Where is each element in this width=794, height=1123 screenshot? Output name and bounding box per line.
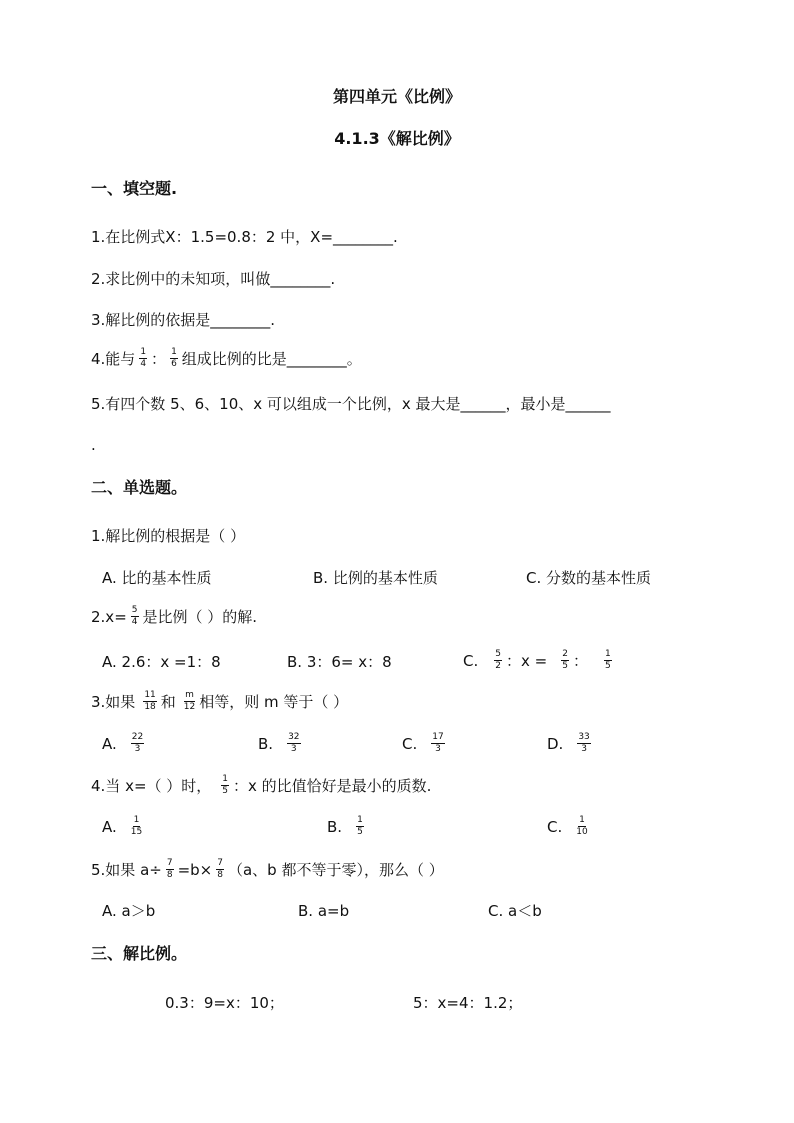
fill-question-1: 1.在比例式X：1.5=0.8：2 中，X=________. [91,228,398,246]
fill-question-5-end: . [91,436,96,454]
section-1-heading: 一、填空题. [91,179,178,198]
fraction: $\frac{32}{3}$ [288,732,300,754]
fraction: $\frac{1}{15}$ [130,815,143,837]
choice-question-2 [91,607,257,628]
ratio-colon: ： [151,350,167,368]
option-c[interactable]: C. 分数的基本性质 [526,569,652,587]
fill-question-5: 5.有四个数 5、6、10、x 可以组成一个比例，x 最大是______，最小是______ [91,395,611,413]
fraction: $\frac{m}{12}$ [183,690,196,712]
fraction: $\frac{1}{10}$ [576,815,588,837]
option-b[interactable]: B. 3：6= x：8 [287,653,392,671]
fraction: $\frac{17}{3}$ [432,732,444,754]
fraction: $\frac{22}{3}$ [131,732,144,754]
option-label: B. [258,735,274,753]
option-label: A. [102,818,117,836]
option-b[interactable]: B. 比例的基本性质 [313,569,438,587]
section-3-heading: 三、解比例。 [91,944,188,963]
choice-question-5 [91,860,444,881]
question-text: 4.当 x=（ ）时， [91,777,212,795]
choice-question-1: 1.解比例的根据是（ ） [91,527,246,545]
option-a[interactable] [102,734,148,755]
fill-question-3: 3.解比例的依据是________. [91,311,276,329]
option-label: C. [402,735,418,753]
question-text: =b× [177,861,213,879]
option-label: B. [327,818,343,836]
option-a[interactable]: A. a＞b [102,902,156,920]
proportion-equation-2: 5：x=4：1.2； [413,994,523,1012]
option-c[interactable]: C. a＜b [488,902,542,920]
question-text: ：x 的比值恰好是最小的质数. [233,777,432,795]
option-text: ：x = [505,652,548,670]
option-a[interactable]: A. 比的基本性质 [102,569,212,587]
fraction: $\frac{1}{6}$ [171,347,177,369]
proportion-equation-1: 0.3：9=x：10； [165,994,284,1012]
question-text: 相等，则 m 等于（ ） [199,693,349,711]
page-subtitle: 4.1.3《解比例》 [334,129,460,148]
fraction: $\frac{5}{4}$ [131,605,138,627]
option-c[interactable] [402,734,449,755]
option-b[interactable] [327,817,368,838]
page-title: 第四单元《比例》 [332,87,461,106]
fraction: $\frac{5}{2}$ [495,649,501,671]
fraction: $\frac{1}{5}$ [222,774,229,796]
option-b[interactable] [258,734,305,755]
ratio-colon: ： [572,652,588,670]
choice-question-3 [91,692,348,713]
option-label: D. [547,735,564,753]
question-text: 4.能与 [91,350,136,368]
option-c[interactable] [463,651,616,672]
option-d[interactable] [547,734,595,755]
fraction: $\frac{1}{5}$ [604,649,611,671]
question-text: 是比例（ ）的解. [142,608,258,626]
option-b[interactable]: B. a=b [298,902,350,920]
option-label: C. [463,652,479,670]
choice-question-4 [91,776,431,797]
option-a[interactable] [102,817,146,838]
option-a[interactable]: A. 2.6：x =1：8 [102,653,221,671]
fill-question-4 [91,349,362,370]
question-text: 和 [160,693,176,711]
section-2-heading: 二、单选题。 [91,478,188,497]
fraction: $\frac{7}{8}$ [217,858,223,880]
fraction: $\frac{2}{5}$ [562,649,568,671]
option-label: C. [547,818,563,836]
question-text: 组成比例的比是________。 [181,350,362,368]
question-text: 3.如果 [91,693,136,711]
question-text: 5.如果 a÷ [91,861,162,879]
question-text: 2.x= [91,608,127,626]
fraction: $\frac{1}{4}$ [140,347,147,369]
fraction: $\frac{1}{5}$ [357,815,363,837]
fraction: $\frac{11}{18}$ [144,690,156,712]
option-c[interactable] [547,817,592,838]
fraction: $\frac{7}{8}$ [166,858,173,880]
fill-question-2: 2.求比例中的未知项，叫做________. [91,270,336,288]
fraction: $\frac{33}{3}$ [578,732,590,754]
option-label: A. [102,735,117,753]
question-text: （a、b 都不等于零），那么（ ） [227,861,444,879]
